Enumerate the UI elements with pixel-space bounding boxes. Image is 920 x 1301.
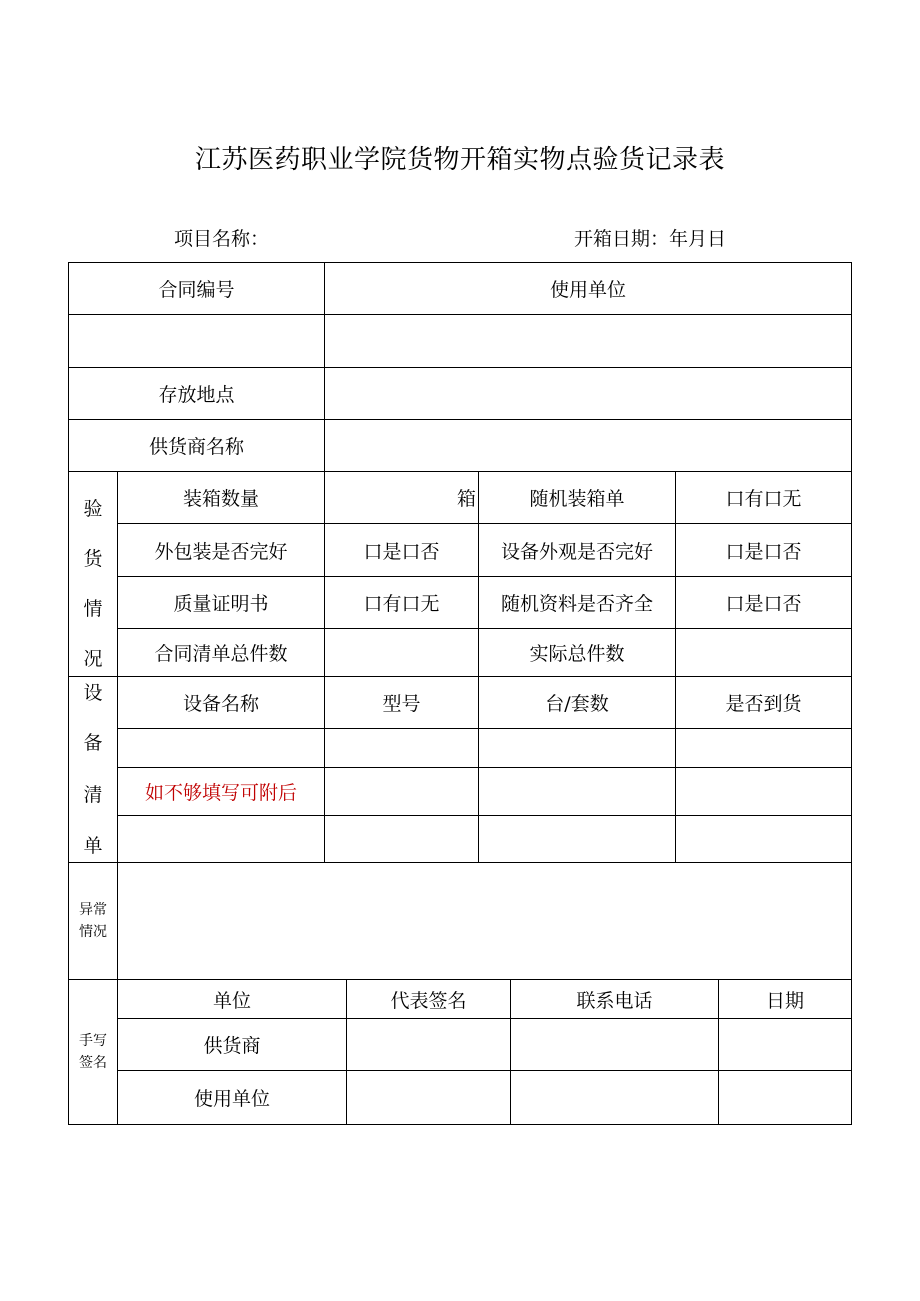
sig-using-unit-label: 使用单位 bbox=[193, 1088, 270, 1110]
sig-date-header: 日期 bbox=[765, 989, 804, 1012]
box-unit-label: 箱 bbox=[456, 488, 476, 510]
storage-location-label: 存放地点 bbox=[158, 384, 235, 406]
signature-label-line2: 签名 bbox=[79, 1055, 107, 1071]
abnormal-field[interactable] bbox=[118, 863, 851, 979]
documents-complete-checkbox[interactable]: 口是口否 bbox=[725, 593, 802, 615]
sig-unit-header: 单位 bbox=[212, 989, 251, 1012]
equipment-side-label-2: 备 bbox=[83, 732, 103, 754]
signature-label bbox=[69, 1030, 117, 1074]
quality-certificate-checkbox[interactable]: 口有口无 bbox=[363, 593, 440, 615]
packing-quantity-label: 装箱数量 bbox=[182, 488, 259, 510]
contract-number-header: 合同编号 bbox=[158, 279, 235, 301]
signature-label-line1: 手写 bbox=[79, 1033, 107, 1049]
supplier-name-label: 供货商名称 bbox=[148, 436, 244, 458]
equipment-side-label-1: 设 bbox=[83, 682, 103, 704]
contract-number-field[interactable] bbox=[69, 315, 324, 367]
model-header: 型号 bbox=[382, 693, 421, 715]
using-unit-field[interactable] bbox=[325, 315, 851, 367]
documents-complete-label: 随机资料是否齐全 bbox=[500, 593, 653, 615]
abnormal-label-line1: 异常 bbox=[79, 902, 107, 918]
equipment-side-label-4: 单 bbox=[83, 835, 103, 857]
storage-location-field[interactable] bbox=[325, 368, 851, 419]
packing-list-label: 随机装箱单 bbox=[529, 488, 625, 510]
arrived-header: 是否到货 bbox=[725, 693, 802, 715]
abnormal-label-line2: 情况 bbox=[79, 924, 107, 940]
equipment-side-label-3: 清 bbox=[83, 784, 103, 806]
sig-supplier-label: 供货商 bbox=[203, 1035, 261, 1057]
quantity-header: 台/套数 bbox=[545, 693, 609, 715]
contract-total-count-label: 合同清单总件数 bbox=[154, 643, 288, 665]
contract-total-count-field[interactable] bbox=[325, 629, 478, 676]
appearance-label: 设备外观是否完好 bbox=[500, 540, 653, 563]
outer-packaging-checkbox[interactable]: 口是口否 bbox=[363, 540, 440, 563]
abnormal-label bbox=[69, 899, 117, 943]
quality-certificate-label: 质量证明书 bbox=[173, 593, 269, 615]
actual-total-count-label: 实际总件数 bbox=[529, 643, 625, 665]
supplier-name-field[interactable] bbox=[325, 420, 851, 471]
outer-packaging-label: 外包装是否完好 bbox=[154, 540, 288, 563]
equipment-name-header: 设备名称 bbox=[182, 693, 259, 715]
inspection-side-label-4: 况 bbox=[83, 648, 103, 670]
sig-representative-header: 代表签名 bbox=[390, 989, 467, 1012]
inspection-side-label-3: 情 bbox=[83, 598, 103, 620]
using-unit-header: 使用单位 bbox=[549, 279, 626, 301]
attach-more-note: 如不够填写可附后 bbox=[144, 782, 297, 804]
actual-total-count-field[interactable] bbox=[676, 629, 851, 676]
document-title: 江苏医药职业学院货物开箱实物点验货记录表 bbox=[194, 145, 725, 175]
sig-phone-header: 联系电话 bbox=[576, 989, 653, 1012]
appearance-checkbox[interactable]: 口是口否 bbox=[725, 540, 802, 563]
project-name-label: 项目名称： bbox=[174, 228, 270, 250]
inspection-side-label-2: 货 bbox=[83, 548, 103, 570]
packing-list-checkbox[interactable]: 口有口无 bbox=[725, 488, 802, 510]
open-date-label: 开箱日期：年月日 bbox=[574, 228, 727, 250]
inspection-side-label-1: 验 bbox=[83, 498, 103, 520]
